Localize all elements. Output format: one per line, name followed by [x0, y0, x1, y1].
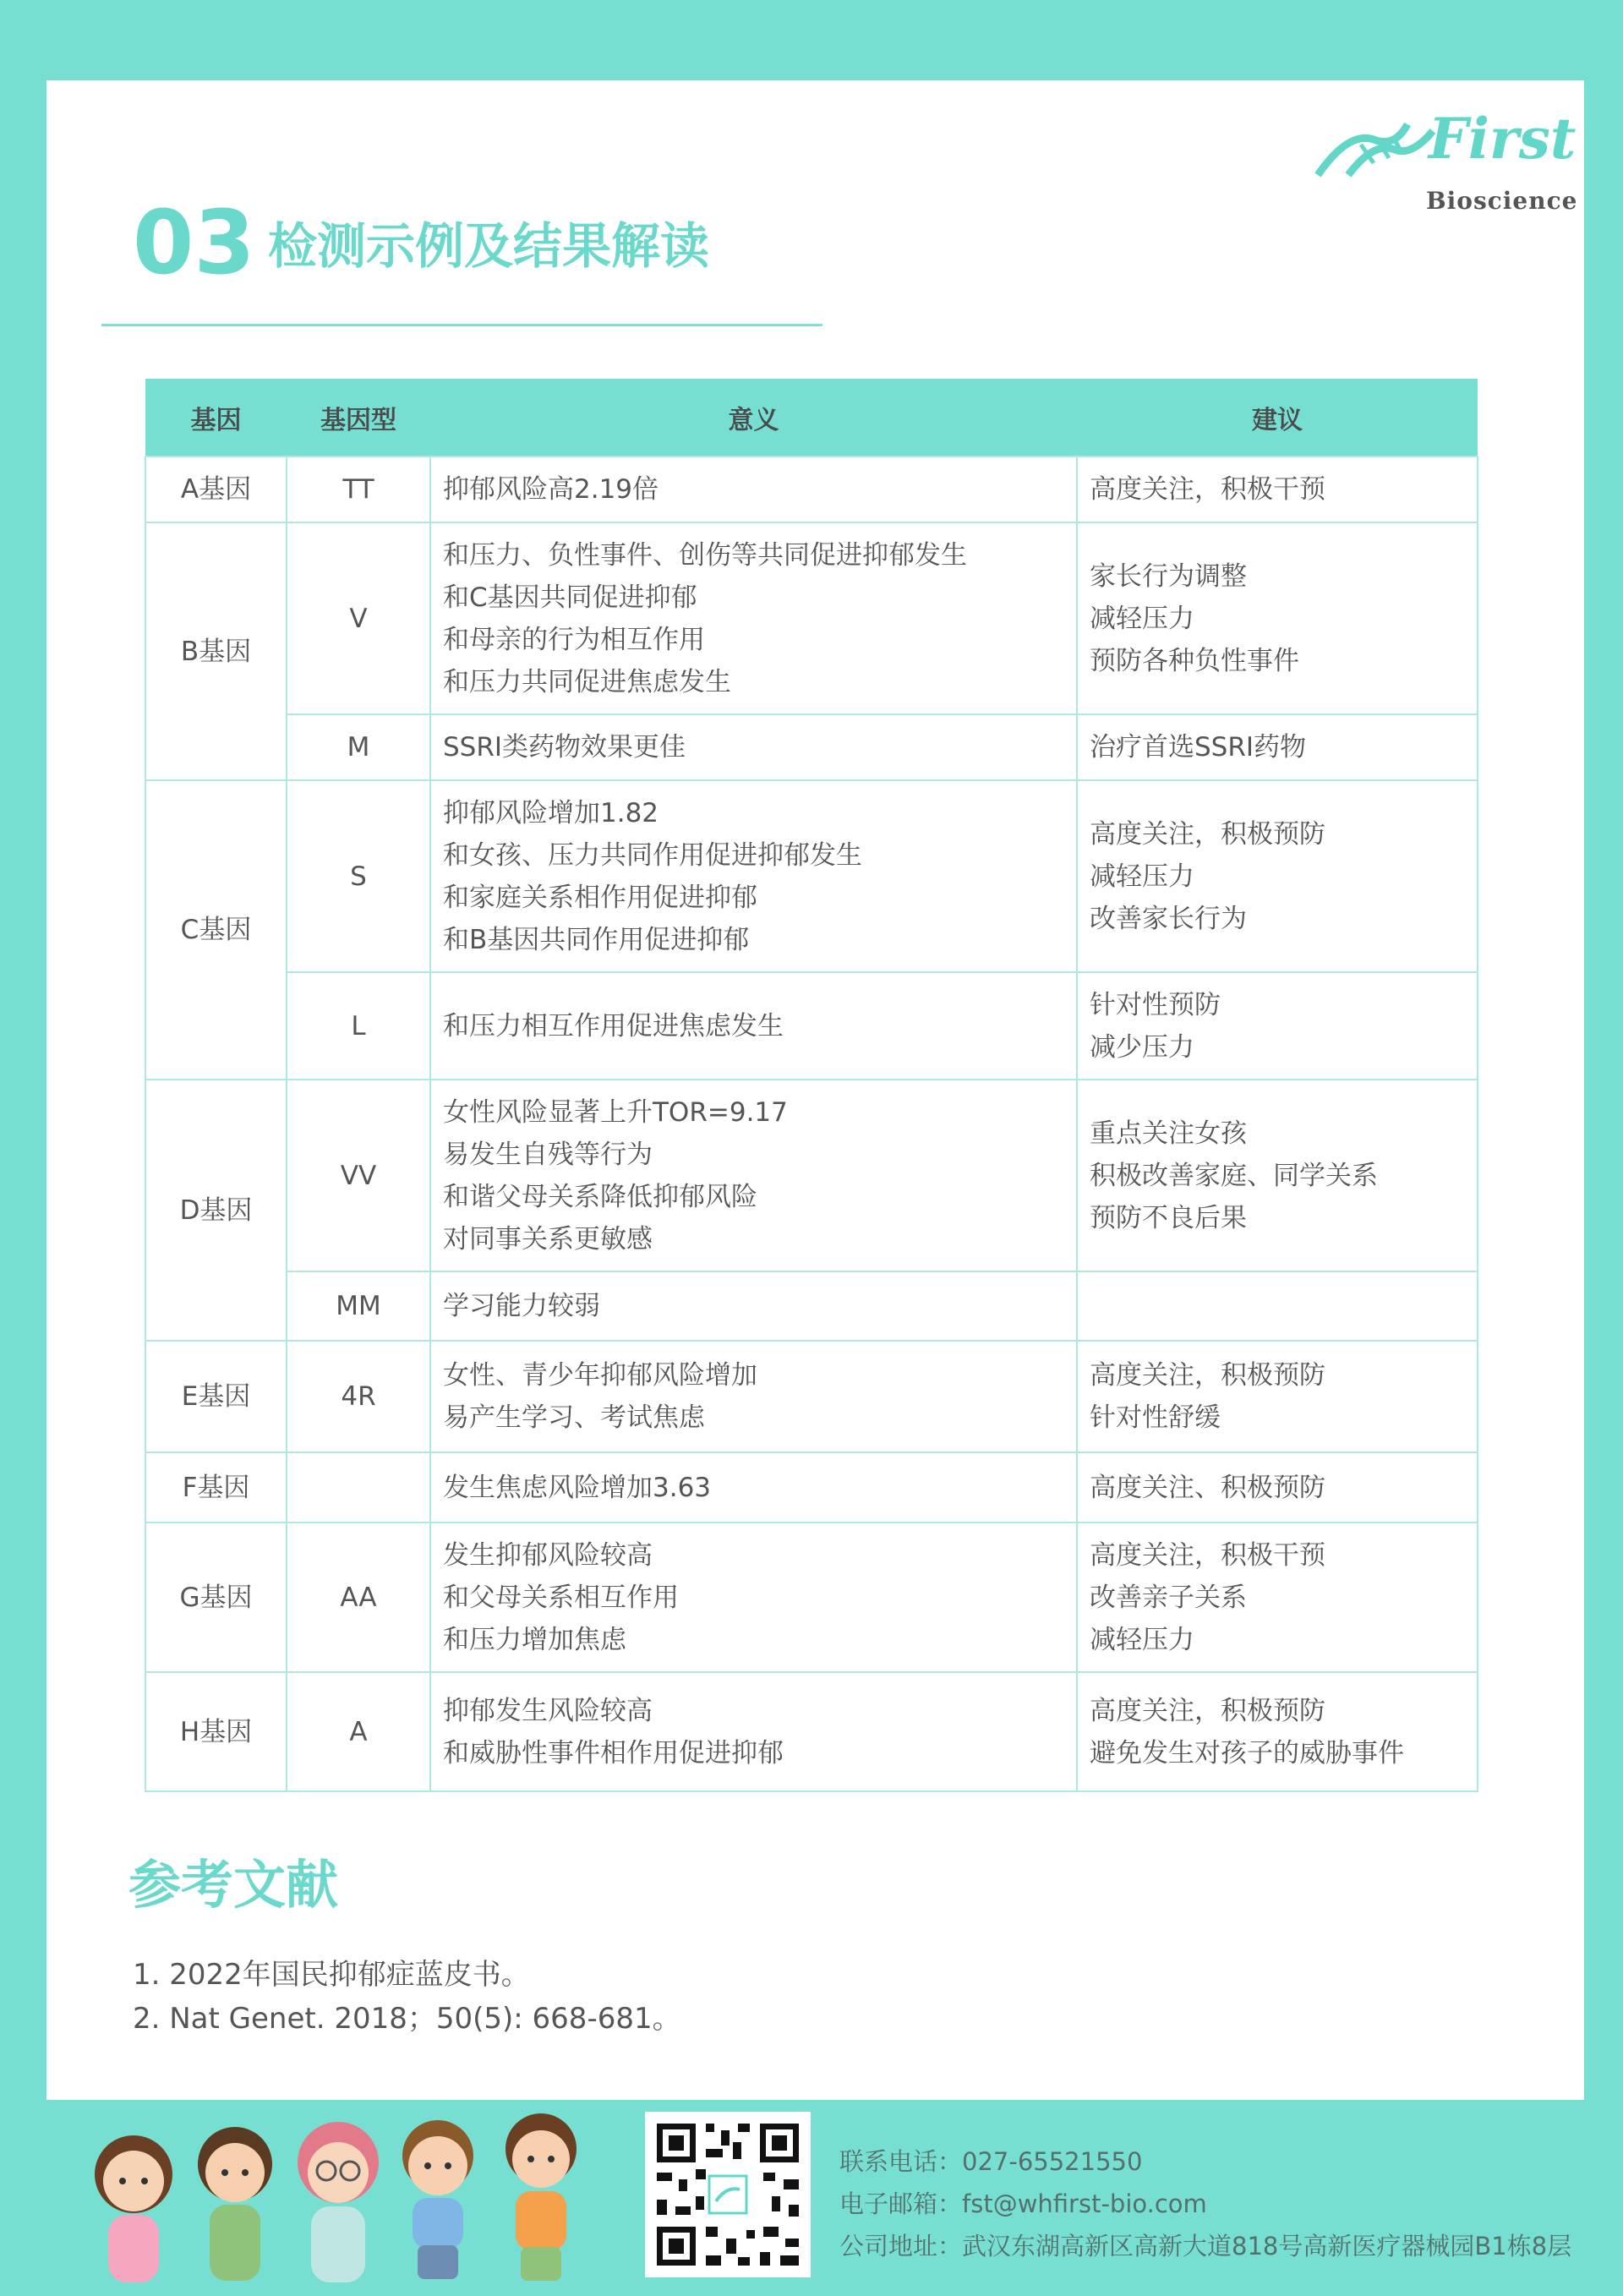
child-2: [198, 2127, 272, 2281]
meaning-line: 抑郁风险高2.19倍: [443, 474, 659, 505]
genotype-cell: [287, 1452, 430, 1522]
advice-line: 家长行为调整: [1090, 560, 1247, 592]
meaning-line: 对同事关系更敏感: [443, 1223, 653, 1255]
meaning-cell: [430, 456, 1077, 522]
gene-cell: E基因: [145, 1341, 287, 1452]
meaning-line: 学习能力较弱: [443, 1291, 600, 1321]
advice-line: 减少压力: [1090, 1031, 1194, 1063]
meaning-cell: [430, 780, 1077, 972]
advice-cell: [1077, 522, 1478, 714]
table-row: [145, 1341, 1478, 1452]
table-row: [145, 1271, 1478, 1341]
genotype-cell: L: [287, 972, 430, 1080]
gene-cell: H基因: [145, 1672, 287, 1791]
table-row: [145, 972, 1478, 1080]
meaning-line: 和威胁性事件相作用促进抑郁: [443, 1737, 784, 1768]
advice-cell: [1077, 1672, 1478, 1791]
advice-line: 改善家长行为: [1090, 903, 1247, 934]
genotype-cell: S: [287, 780, 430, 972]
advice-cell: [1077, 1080, 1478, 1271]
advice-line: 减轻压力: [1090, 1624, 1194, 1655]
child-4: [402, 2120, 473, 2279]
table-row: [145, 1672, 1478, 1791]
advice-line: 针对性舒缓: [1090, 1402, 1221, 1433]
genotype-cell: MM: [287, 1271, 430, 1341]
contact-info: [839, 2140, 1571, 2267]
contact-email: 电子邮箱：fst@whfirst-bio.com: [839, 2189, 1207, 2218]
child-1: [95, 2135, 172, 2282]
genotype-cell: M: [287, 714, 430, 780]
advice-cell: [1077, 714, 1478, 780]
meaning-line: 和B基因共同作用促进抑郁: [443, 924, 750, 955]
advice-cell: [1077, 456, 1478, 522]
advice-line: 高度关注，积极干预: [1090, 474, 1325, 505]
reference-item: 2. Nat Genet. 2018；50(5): 668-681。: [133, 2002, 681, 2036]
advice-cell: [1077, 972, 1478, 1080]
advice-line: 高度关注、积极预防: [1090, 1472, 1325, 1503]
meaning-line: 和压力相互作用促进焦虑发生: [443, 1010, 784, 1041]
meaning-line: 抑郁发生风险较高: [443, 1695, 653, 1726]
table-row: [145, 780, 1478, 972]
advice-line: 积极改善家庭、同学关系: [1090, 1160, 1378, 1191]
advice-line: 高度关注，积极预防: [1090, 1360, 1325, 1391]
advice-line: 重点关注女孩: [1090, 1118, 1247, 1149]
genotype-cell: TT: [287, 456, 430, 522]
reference-item: 1. 2022年国民抑郁症蓝皮书。: [133, 1958, 530, 1992]
advice-line: 改善亲子关系: [1090, 1582, 1247, 1613]
meaning-line: 发生抑郁风险较高: [443, 1539, 653, 1571]
table-row: [145, 714, 1478, 780]
gene-result-table: [145, 379, 1478, 1792]
meaning-line: 和C基因共同促进抑郁: [443, 582, 697, 613]
meaning-cell: [430, 1271, 1077, 1341]
meaning-line: 易发生自残等行为: [443, 1139, 653, 1170]
meaning-cell: [430, 522, 1077, 714]
meaning-line: 发生焦虑风险增加3.63: [443, 1472, 712, 1503]
meaning-line: 和谐父母关系降低抑郁风险: [443, 1181, 757, 1212]
meaning-cell: [430, 714, 1077, 780]
table-header-row: [145, 379, 1478, 456]
references-title: 参考文献: [128, 1854, 339, 1916]
table-row: [145, 1080, 1478, 1271]
genotype-cell: 4R: [287, 1341, 430, 1452]
gene-cell: A基因: [145, 456, 287, 522]
advice-cell: [1077, 1271, 1478, 1341]
header-genotype: 基因型: [287, 379, 430, 456]
meaning-line: 女性、青少年抑郁风险增加: [443, 1360, 757, 1391]
advice-cell: [1077, 1341, 1478, 1452]
header-meaning: 意义: [430, 379, 1077, 456]
meaning-cell: [430, 1080, 1077, 1271]
meaning-line: 和父母关系相互作用: [443, 1582, 679, 1613]
meaning-line: 和母亲的行为相互作用: [443, 624, 705, 655]
advice-line: 高度关注，积极预防: [1090, 1695, 1325, 1726]
meaning-line: 和压力增加焦虑: [443, 1624, 626, 1655]
header-advice: 建议: [1077, 379, 1478, 456]
meaning-line: SSRI类药物效果更佳: [443, 732, 686, 763]
meaning-cell: [430, 1522, 1077, 1672]
advice-cell: [1077, 1522, 1478, 1672]
genotype-cell: AA: [287, 1522, 430, 1672]
child-5: [505, 2113, 577, 2281]
advice-line: 预防不良后果: [1090, 1202, 1247, 1233]
meaning-line: 易产生学习、考试焦虑: [443, 1402, 705, 1433]
advice-cell: [1077, 780, 1478, 972]
genotype-cell: V: [287, 522, 430, 714]
qr-code-icon: [645, 2112, 811, 2277]
section-title: 检测示例及结果解读: [268, 217, 710, 275]
advice-line: 针对性预防: [1090, 989, 1221, 1020]
logo-tagline: Bioscience: [1426, 187, 1578, 215]
meaning-cell: [430, 1341, 1077, 1452]
meaning-line: 和压力共同促进焦虑发生: [443, 666, 731, 697]
meaning-line: 和家庭关系相作用促进抑郁: [443, 882, 757, 913]
table-row: [145, 1452, 1478, 1522]
genotype-cell: A: [287, 1672, 430, 1791]
advice-line: 减轻压力: [1090, 861, 1194, 892]
child-3: [298, 2122, 379, 2282]
table-row: [145, 1522, 1478, 1672]
contact-address: 公司地址：武汉东湖高新区高新大道818号高新医疗器械园B1栋8层: [839, 2232, 1572, 2260]
gene-cell: F基因: [145, 1452, 287, 1522]
advice-line: 高度关注，积极预防: [1090, 818, 1325, 850]
advice-line: 治疗首选SSRI药物: [1090, 732, 1307, 763]
advice-cell: [1077, 1452, 1478, 1522]
children-illustration: [85, 2096, 592, 2296]
section-number: 03: [133, 191, 255, 294]
meaning-cell: [430, 1452, 1077, 1522]
contact-phone: 联系电话：027-65521550: [839, 2147, 1143, 2176]
table-row: [145, 456, 1478, 522]
gene-cell: G基因: [145, 1522, 287, 1672]
logo-wordmark: First: [1429, 106, 1577, 172]
genotype-cell: VV: [287, 1080, 430, 1271]
header-gene: 基因: [145, 379, 287, 456]
gene-cell: B基因: [145, 522, 287, 780]
document-page: [46, 80, 1584, 2100]
dna-wave-icon: [1314, 114, 1441, 182]
meaning-line: 和女孩、压力共同作用促进抑郁发生: [443, 839, 862, 871]
table-row: [145, 522, 1478, 714]
advice-line: 减轻压力: [1090, 603, 1194, 634]
gene-cell: C基因: [145, 780, 287, 1080]
meaning-line: 和压力、负性事件、创伤等共同促进抑郁发生: [443, 539, 967, 571]
meaning-line: 女性风险显著上升TOR=9.17: [443, 1096, 788, 1128]
references-list: [133, 1953, 681, 2041]
advice-line: 高度关注，积极干预: [1090, 1539, 1325, 1571]
meaning-cell: [430, 972, 1077, 1080]
section-divider: [101, 324, 822, 326]
advice-line: 预防各种负性事件: [1090, 645, 1299, 676]
meaning-line: 抑郁风险增加1.82: [443, 797, 659, 828]
company-logo: [1314, 106, 1619, 232]
gene-cell: D基因: [145, 1080, 287, 1341]
meaning-cell: [430, 1672, 1077, 1791]
advice-line: 避免发生对孩子的威胁事件: [1090, 1737, 1404, 1768]
